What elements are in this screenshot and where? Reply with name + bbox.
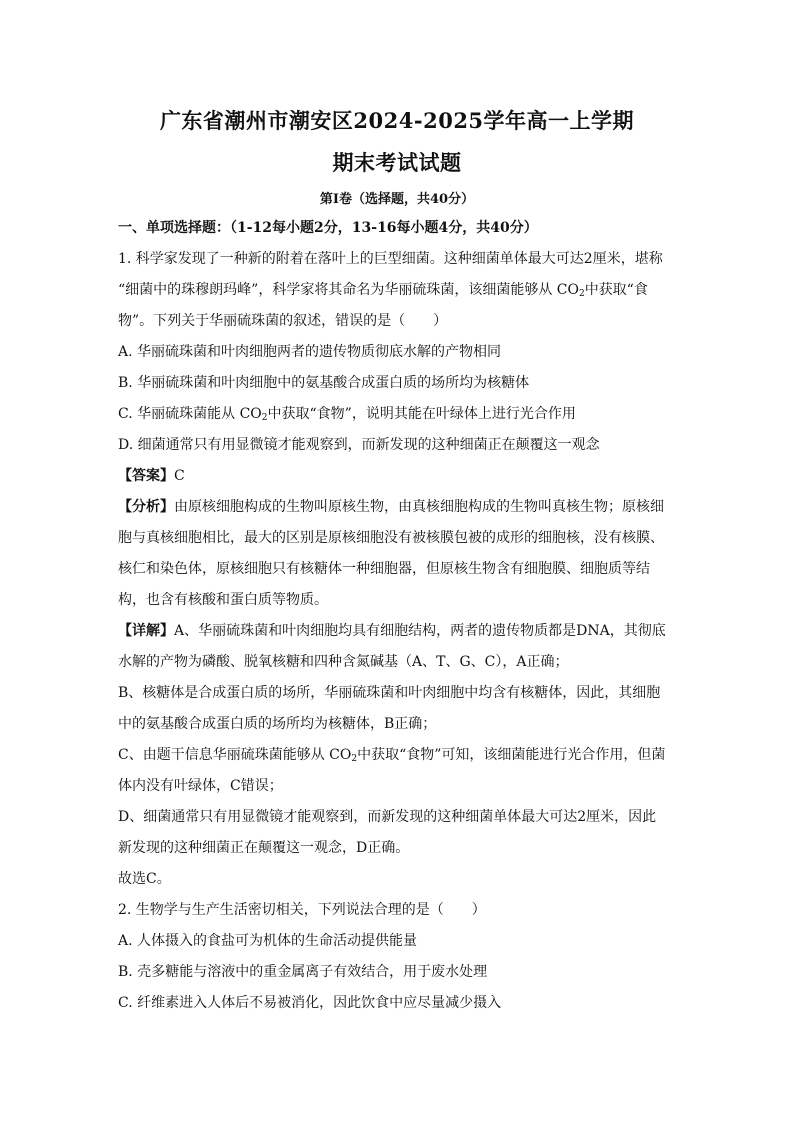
answer-value: C — [174, 468, 185, 484]
document-title: 广东省潮州市潮安区2024-2025学年高一上学期 — [159, 108, 635, 133]
q1-option-d: D. 细菌通常只有用显微镜才能观察到，而新发现的这种细菌正在颠覆这一观念 — [118, 437, 600, 453]
subscript: 2 — [578, 289, 585, 299]
q1-stem-line2-text: “细菌中的珠穆朗玛峰”，科学家将其命名为华丽硫珠菌，该细菌能够从 CO — [118, 282, 579, 298]
answer-line — [118, 466, 678, 486]
analysis-line3: 核仁和染色体，原核细胞只有核糖体一种细胞器，但原核生物含有细胞膜、细胞质等结 — [118, 561, 650, 577]
q1-stem-line2 — [118, 280, 678, 304]
detail-text: A、华丽硫珠菌和叶肉细胞均具有细胞结构，两者的遗传物质都是DNA，其彻底 — [174, 623, 666, 639]
analysis-tag: 【分析】 — [118, 499, 174, 515]
subscript: 2 — [261, 413, 268, 423]
detail-line5-text: C、由题干信息华丽硫珠菌能够从 CO — [118, 747, 352, 763]
analysis-line1 — [118, 497, 678, 517]
part-heading: 一、单项选择题：（1-12每小题2分，13-16每小题4分，共40分） — [118, 220, 538, 236]
analysis-text: 由原核细胞构成的生物叫原核生物，由真核细胞构成的生物叫真核生物；原核细 — [174, 499, 664, 515]
detail-line4: 中的氨基酸合成蛋白质的场所均为核糖体，B正确； — [118, 716, 437, 732]
q2-option-c: C. 纤维素进入人体后不易被消化，因此饮食中应尽量减少摄入 — [118, 995, 502, 1011]
detail-line5-tail: 中获取“食物”可知，该细菌能进行光合作用，但菌 — [357, 747, 666, 763]
q1-stem-line1: 1. 科学家发现了一种新的附着在落叶上的巨型细菌。这种细菌单体最大可达2厘米，堪称 — [118, 251, 663, 267]
detail-line8: 新发现的这种细菌正在颠覆这一观念，D正确。 — [118, 840, 410, 856]
answer-tag: 【答案】 — [118, 468, 174, 484]
section-header: 第Ⅰ卷（选择题，共40分） — [319, 192, 475, 207]
q1-stem-line2-tail: 中获取“食 — [584, 282, 648, 298]
detail-line3: B、核糖体是合成蛋白质的场所，华丽硫珠菌和叶肉细胞中均含有核糖体，因此，其细胞 — [118, 685, 661, 701]
q1-stem-line3: 物”。下列关于华丽硫珠菌的叙述，错误的是（ ） — [118, 313, 448, 329]
q2-stem: 2. 生物学与生产生活密切相关，下列说法合理的是（ ） — [118, 902, 486, 918]
q2-option-b: B. 壳多糖能与溶液中的重金属离子有效结合，用于废水处理 — [118, 964, 488, 980]
analysis-line4: 构，也含有核酸和蛋白质等物质。 — [118, 592, 328, 608]
q1-option-c-text: C. 华丽硫珠菌能从 CO — [118, 406, 262, 422]
q1-option-b: B. 华丽硫珠菌和叶肉细胞中的氨基酸合成蛋白质的场所均为核糖体 — [118, 375, 530, 391]
analysis-line2: 胞与真核细胞相比，最大的区别是原核细胞没有被核膜包被的成形的细胞核，没有核膜、 — [118, 530, 664, 546]
document-title-line2: 期末考试试题 — [332, 150, 462, 175]
detail-line5 — [118, 745, 678, 769]
q2-option-a: A. 人体摄入的食盐可为机体的生命活动提供能量 — [118, 933, 418, 949]
detail-line2: 水解的产物为磷酸、脱氧核糖和四种含氮碱基（A、T、G、C），A正确； — [118, 654, 569, 670]
q1-option-c-tail: 中获取“食物”，说明其能在叶绿体上进行光合作用 — [267, 406, 576, 422]
q1-option-c — [118, 404, 678, 428]
subscript: 2 — [351, 754, 358, 764]
detail-line1 — [118, 621, 678, 641]
detail-line6: 体内没有叶绿体，C错误； — [118, 778, 283, 794]
q1-option-a: A. 华丽硫珠菌和叶肉细胞两者的遗传物质彻底水解的产物相同 — [118, 344, 502, 360]
detail-line7: D、细菌通常只有用显微镜才能观察到，而新发现的这种细菌单体最大可达2厘米，因此 — [118, 809, 657, 825]
detail-tag: 【详解】 — [118, 623, 174, 639]
detail-line9: 故选C。 — [118, 871, 171, 887]
